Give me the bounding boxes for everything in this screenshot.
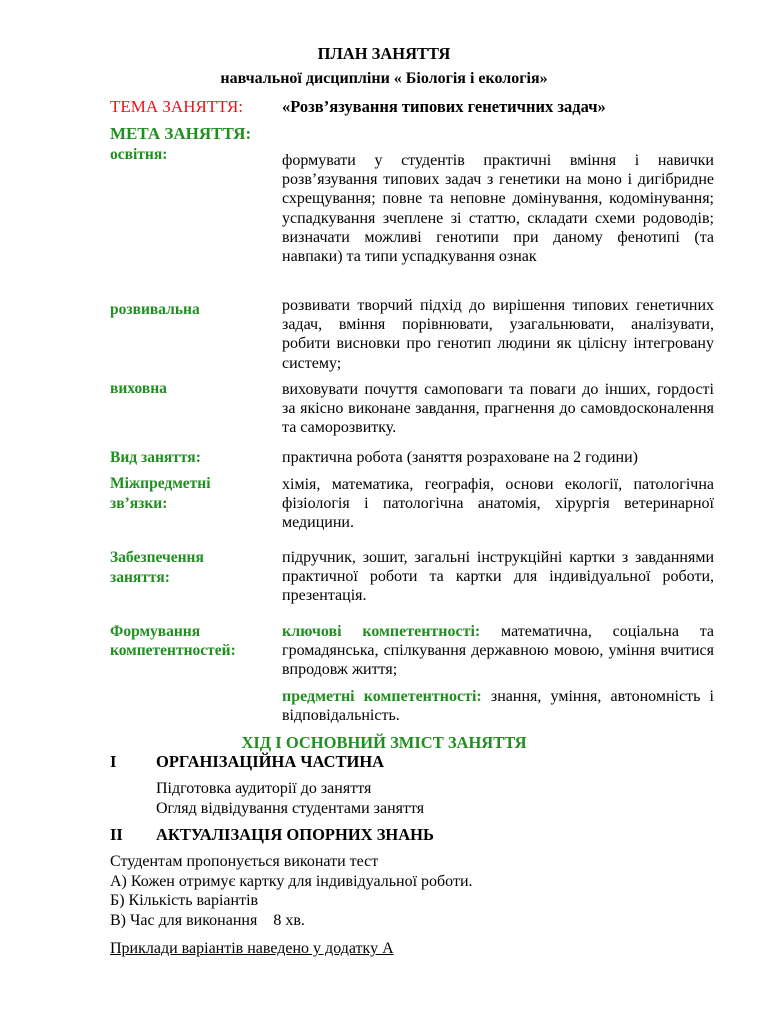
- key-competencies: [282, 622, 714, 680]
- discipline-subtitle: навчальної дисципліни « Біологія і екологія»: [220, 70, 548, 87]
- key-competencies-label: ключові компетентності:: [282, 623, 481, 640]
- goal-label: МЕТА ЗАНЯТТЯ:: [110, 124, 252, 143]
- interdisciplinary-text: хімія, математика, географія, основи екології, патологічна фізіологія і патологічна анатомія, хірургія ветеринарної медицини.: [282, 476, 714, 532]
- goal-educational-text: формувати у студентів практичні вміння і навички розв’язування типових задач з генетики на моно і дигібридне схрещування; повне та неповне домінування, кодомінування; успадкування зчеплене зі статтю, складати схеми родоводів; визначати можливі генотипи при даному фенотипі (та навпаки) та типи успадкування ознак: [282, 152, 714, 266]
- goal-developmental-label: розвивальна: [110, 301, 200, 318]
- lesson-type-label: Вид заняття:: [110, 449, 201, 466]
- section-2-intro: Студентам пропонується виконати тест: [110, 853, 379, 870]
- course-title: ХІД І ОСНОВНИЙ ЗМІСТ ЗАНЯТТЯ: [241, 733, 527, 752]
- section-1-title: ОРГАНІЗАЦІЙНА ЧАСТИНА: [156, 752, 385, 771]
- interdisciplinary-label-2: зв’язки:: [110, 495, 168, 512]
- competencies-label-1: Формування: [110, 623, 201, 640]
- page-title: ПЛАН ЗАНЯТТЯ: [317, 44, 451, 63]
- interdisciplinary-label-1: Міжпредметні: [110, 475, 211, 492]
- subject-competencies: [282, 687, 714, 725]
- section-2-item-a: А) Кожен отримує картку для індивідуальної роботи.: [110, 873, 473, 890]
- provision-text: підручник, зошит, загальні інструкційні картки з завданнями практичної роботи та картки для індивідуальної роботи, презентація.: [282, 549, 714, 605]
- topic-value: «Розв’язування типових генетичних задач»: [282, 97, 606, 116]
- section-1-number: І: [110, 752, 117, 771]
- section-2-title: АКТУАЛІЗАЦІЯ ОПОРНИХ ЗНАНЬ: [156, 825, 434, 844]
- section-1-line-2: Огляд відвідування студентами заняття: [156, 800, 425, 817]
- section-2-number: ІІ: [110, 825, 123, 844]
- topic-label: ТЕМА ЗАНЯТТЯ:: [110, 97, 244, 116]
- goal-upbringing-label: виховна: [110, 380, 167, 397]
- goal-developmental-text: розвивати творчий підхід до вирішення типових генетичних задач, вміння порівнювати, узагальнювати, аналізувати, робити висновки про генотип людини як цілісну інтегровану систему;: [282, 297, 714, 372]
- section-2-note: Приклади варіантів наведено у додатку А: [110, 940, 394, 957]
- goal-upbringing-text: виховувати почуття самоповаги та поваги до інших, гордості за якісно виконане завдання, прагнення до самовдосконалення та саморозвитку.: [282, 381, 714, 437]
- section-1-line-1: Підготовка аудиторії до заняття: [156, 780, 372, 797]
- lesson-type-text: практична робота (заняття розраховане на 2 години): [282, 449, 638, 466]
- goal-educational-label: освітня:: [110, 146, 168, 163]
- provision-label-1: Забезпечення: [110, 549, 204, 566]
- section-2-item-b: Б) Кількість варіантів: [110, 892, 259, 909]
- subject-competencies-text: знання, уміння, автономність і відповідальність.: [282, 688, 714, 725]
- provision-label-2: заняття:: [110, 569, 170, 586]
- subject-competencies-label: предметні компетентності:: [282, 688, 482, 705]
- key-competencies-text: математична, соціальна та громадянська, спілкування державною мовою, уміння вчитися впродовж життя;: [282, 623, 715, 679]
- section-2-item-c: В) Час для виконання 8 хв.: [110, 912, 305, 929]
- competencies-label-2: компетентностей:: [110, 642, 236, 659]
